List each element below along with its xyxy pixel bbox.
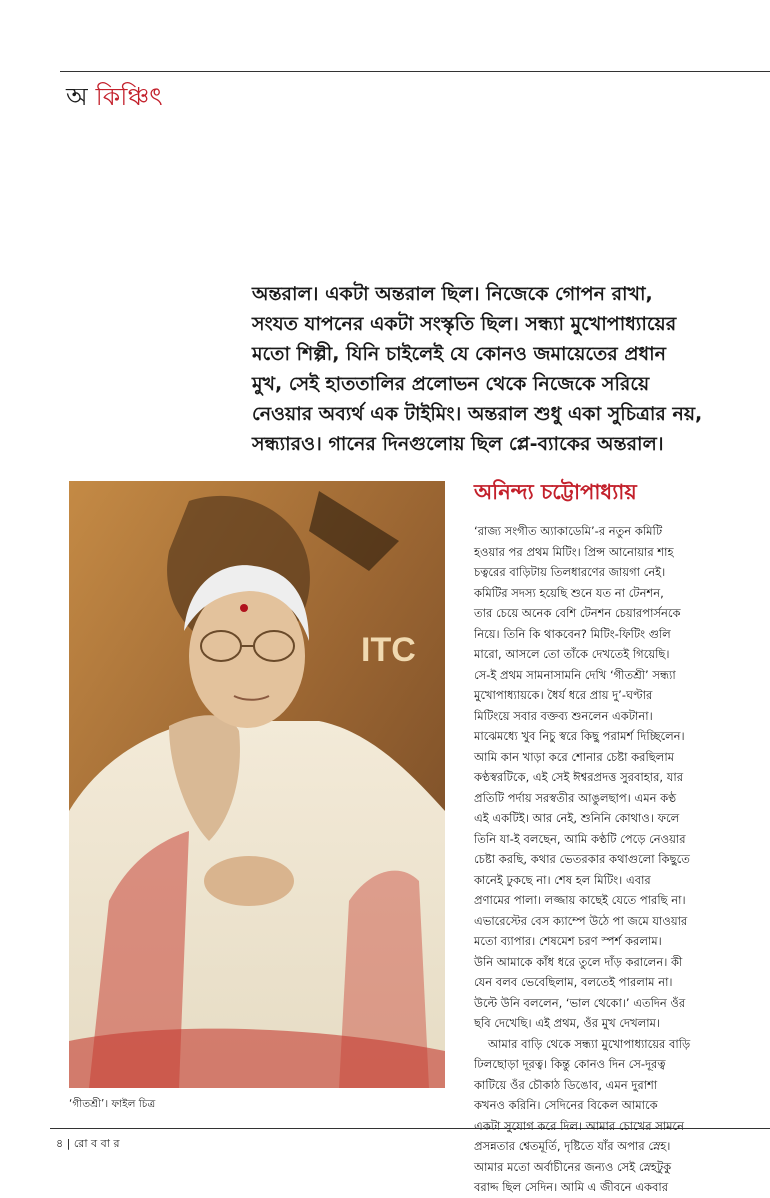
body-line: আমার মতো অর্বাচীনের জন্যও সেই স্নেহটুকু xyxy=(474,1159,672,1174)
body-line: চেষ্টা করছি, কথার ভেতরকার কথাগুলো কিছুতে xyxy=(474,852,690,866)
body-line: এভারেস্টের বেস ক্যাম্পে উঠে পা জমে যাওয়ার xyxy=(474,913,688,928)
body-line: উনি আমাকে কাঁধ ধরে তুলে দাঁড় করালেন। কী xyxy=(474,954,683,969)
lead-line: সংযত যাপনের একটা সংস্কৃতি ছিল। সন্ধ্যা মুখোপাধ্যায়ের xyxy=(252,313,677,335)
body-line: তিনি যা-ই বলছেন, আমি কণ্ঠটি পেড়ে নেওয়ার xyxy=(474,831,686,846)
body-line: মারো, আসলে তো তাঁকে দেখতেই গিয়েছি। xyxy=(474,647,670,661)
body-line: মিটিংয়ে সবার বক্তব্য শুনলেন একটানা। xyxy=(474,708,653,723)
lead-line: মতো শিল্পী, যিনি চাইলেই যে কোনও জমায়েতের প্রধান xyxy=(252,343,667,365)
body-line: একটা সুযোগ করে দিল। আমার চোখের সামনে xyxy=(474,1118,685,1133)
section-name: কিঞ্চিৎ xyxy=(95,82,163,111)
top-rule xyxy=(60,71,770,72)
page-footer: ৪ | রো ব বা র xyxy=(56,1137,120,1150)
photo-caption: ‘গীতশ্রী’। ফাইল চিত্র xyxy=(69,1098,156,1110)
body-line: তার চেয়ে অনেক বেশি টেনশন চেয়ারপার্সনকে xyxy=(474,606,681,620)
body-line: কণ্ঠস্বরটিকে, এই সেই ঈশ্বরপ্রদত্ত সুরবাহার, যার xyxy=(474,770,684,784)
lead-line: মুখ, সেই হাততালির প্রলোভন থেকে নিজেকে সরিয়ে xyxy=(252,373,650,395)
portrait-photo xyxy=(69,481,445,1088)
body-line: মাঝেমধ্যে খুব নিচু স্বরে কিছু পরামর্শ দিচ্ছিলেন। xyxy=(474,729,685,743)
article-body xyxy=(474,521,764,1198)
section-prefix: অ xyxy=(66,82,88,111)
body-line: ছবি দেখেছি। এই প্রথম, ওঁর মুখ দেখলাম। xyxy=(474,1016,661,1030)
lead-line: নেওয়ার অব্যর্থ এক টাইমিং। অন্তরাল শুধু একা সুচিত্রার নয়, xyxy=(252,403,703,425)
page-number: ৪ xyxy=(56,1137,64,1150)
body-line: কমিটির সদস্য হয়েছি শুনে যত না টেনশন, xyxy=(474,585,664,600)
body-line: কাটিয়ে ওঁর চৌকাঠ ডিঙোব, এমন দুরাশা xyxy=(474,1077,658,1092)
section-header xyxy=(66,80,163,114)
body-line: কখনও করিনি। সেদিনের বিকেল আমাকে xyxy=(474,1098,658,1112)
lead-paragraph xyxy=(252,279,758,459)
magazine-name: রো ব বা র xyxy=(73,1137,120,1150)
portrait-illustration xyxy=(69,481,445,1088)
body-line: হওয়ার পর প্রথম মিটিং। প্রিন্স আনোয়ার শাহ xyxy=(474,544,674,559)
bottom-rule xyxy=(50,1128,770,1129)
body-line: চত্বরের বাড়িটায় তিলধারণের জায়গা নেই। xyxy=(474,565,666,579)
body-line: উল্টে উনি বললেন, ‘ভাল থেকো।’ এতদিন ওঁর xyxy=(474,995,686,1010)
body-line: মতো ব্যাপার। শেষমেশ চরণ স্পর্শ করলাম। xyxy=(474,934,662,948)
body-line: আমার বাড়ি থেকে সন্ধ্যা মুখোপাধ্যায়ের বাড়ি xyxy=(488,1036,691,1051)
body-line: বরাদ্দ ছিল সেদিন। আমি এ জীবনে একবার xyxy=(474,1180,669,1194)
body-line: আমি কান খাড়া করে শোনার চেষ্টা করছিলাম xyxy=(474,749,675,764)
body-line: ঢিলছোড়া দূরত্ব। কিন্তু কোনও দিন সে-দূরত্ব xyxy=(474,1057,666,1071)
author-byline: অনিন্দ্য চট্টোপাধ্যায় xyxy=(474,480,637,504)
body-line: সে-ই প্রথম সামনাসামনি দেখি ‘গীতশ্রী’ সন্ধ্যা xyxy=(474,667,676,682)
body-line: এই একটিই। আর নেই, শুনিনি কোথাও। ফলে xyxy=(474,811,680,825)
lead-line: সন্ধ্যারও। গানের দিনগুলোয় ছিল প্লে-ব্যাকের অন্তরাল। xyxy=(252,433,664,455)
folded-hands xyxy=(204,856,294,906)
backdrop-logo: ITC xyxy=(361,631,416,669)
body-line: মুখোপাধ্যায়কে। ধৈর্য ধরে প্রায় দু’-ঘণ্টার xyxy=(474,688,653,702)
bindi xyxy=(240,604,248,612)
body-line: কানেই ঢুকছে না। শেষ হল মিটিং। এবার xyxy=(474,872,651,887)
body-line: ‘রাজ্য সংগীত অ্যাকাডেমি’-র নতুন কমিটি xyxy=(474,524,663,538)
body-line: নিয়ে। তিনি কি থাকবেন? মিটিং-ফিটিং গুলি xyxy=(474,626,671,641)
lead-line: অন্তরাল। একটা অন্তরাল ছিল। নিজেকে গোপন রাখা, xyxy=(252,283,653,305)
body-line: প্রণামের পালা। লজ্জায় কাছেই যেতে পারছি না। xyxy=(474,893,686,907)
body-line: প্রতিটি পর্দায় সরস্বতীর আঙুলছাপ। এমন কণ্ঠ xyxy=(474,790,677,805)
body-line: প্রসন্নতার শ্বেতমূর্তি, দৃষ্টিতে যাঁর অপার স্নেহ। xyxy=(474,1139,671,1153)
body-line: যেন বলব ভেবেছিলাম, বলতেই পারলাম না। xyxy=(474,975,673,989)
